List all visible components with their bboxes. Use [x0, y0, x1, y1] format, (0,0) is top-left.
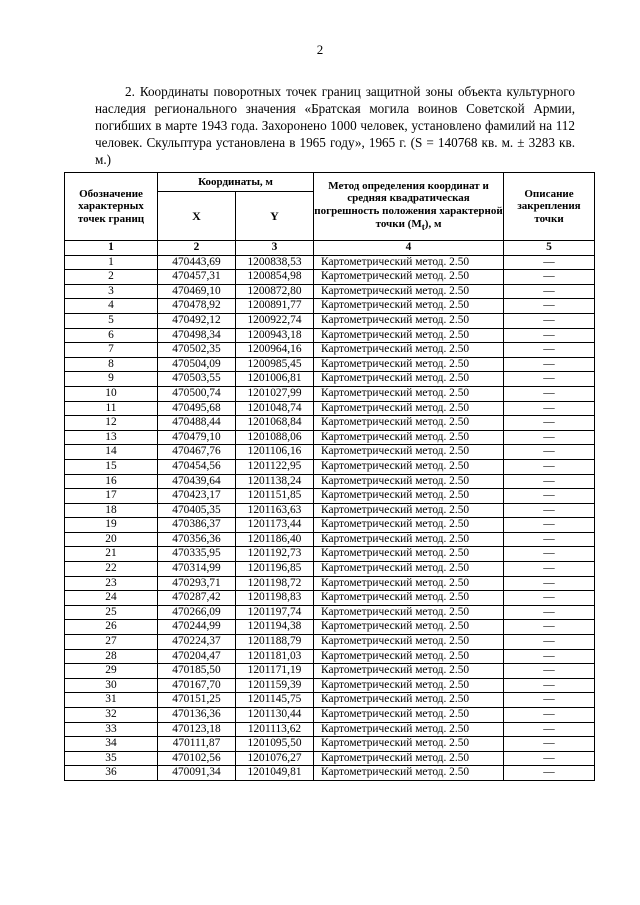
- method: Картометрический метод. 2.50: [314, 737, 504, 752]
- page-number: 2: [316, 42, 324, 57]
- method: Картометрический метод. 2.50: [314, 445, 504, 460]
- x-coordinate: 470467,76: [158, 445, 236, 460]
- y-coordinate: 1201192,73: [236, 547, 314, 562]
- y-coordinate: 1201163,63: [236, 503, 314, 518]
- table-row: [65, 270, 595, 285]
- y-coordinate: 1201027,99: [236, 386, 314, 401]
- point-number: 24: [65, 591, 158, 606]
- method: Картометрический метод. 2.50: [314, 328, 504, 343]
- header-coordinates: Координаты, м: [158, 173, 314, 192]
- y-coordinate: 1201113,62: [236, 722, 314, 737]
- y-coordinate: 1201188,79: [236, 635, 314, 650]
- header-designation: Обозначение характерных точек границ: [65, 173, 158, 241]
- x-coordinate: 470167,70: [158, 678, 236, 693]
- point-number: 16: [65, 474, 158, 489]
- x-coordinate: 470356,36: [158, 532, 236, 547]
- fixation-description: —: [504, 562, 595, 577]
- method: Картометрический метод. 2.50: [314, 299, 504, 314]
- y-coordinate: 1201198,72: [236, 576, 314, 591]
- x-coordinate: 470454,56: [158, 459, 236, 474]
- point-number: 10: [65, 386, 158, 401]
- x-coordinate: 470111,87: [158, 737, 236, 752]
- x-coordinate: 470488,44: [158, 416, 236, 431]
- fixation-description: —: [504, 489, 595, 504]
- y-coordinate: 1201173,44: [236, 518, 314, 533]
- point-number: 3: [65, 284, 158, 299]
- fixation-description: —: [504, 620, 595, 635]
- column-number-row: [65, 241, 595, 256]
- x-coordinate: 470503,55: [158, 372, 236, 387]
- point-number: 36: [65, 766, 158, 781]
- y-coordinate: 1200943,18: [236, 328, 314, 343]
- fixation-description: —: [504, 401, 595, 416]
- x-coordinate: 470492,12: [158, 313, 236, 328]
- y-coordinate: 1201151,85: [236, 489, 314, 504]
- fixation-description: —: [504, 693, 595, 708]
- fixation-description: —: [504, 708, 595, 723]
- table-row: [65, 649, 595, 664]
- column-number: 5: [504, 241, 595, 256]
- x-coordinate: 470185,50: [158, 664, 236, 679]
- table-row: [65, 255, 595, 270]
- point-number: 6: [65, 328, 158, 343]
- point-number: 4: [65, 299, 158, 314]
- point-number: 34: [65, 737, 158, 752]
- point-number: 2: [65, 270, 158, 285]
- table-row: [65, 503, 595, 518]
- point-number: 29: [65, 664, 158, 679]
- table-row: [65, 459, 595, 474]
- fixation-description: —: [504, 737, 595, 752]
- fixation-description: —: [504, 313, 595, 328]
- method: Картометрический метод. 2.50: [314, 372, 504, 387]
- point-number: 9: [65, 372, 158, 387]
- method: Картометрический метод. 2.50: [314, 620, 504, 635]
- point-number: 32: [65, 708, 158, 723]
- table-row: [65, 518, 595, 533]
- method: Картометрический метод. 2.50: [314, 401, 504, 416]
- table-row: [65, 620, 595, 635]
- table-body: [65, 255, 595, 780]
- point-number: 18: [65, 503, 158, 518]
- table-row: [65, 722, 595, 737]
- x-coordinate: 470123,18: [158, 722, 236, 737]
- fixation-description: —: [504, 459, 595, 474]
- point-number: 12: [65, 416, 158, 431]
- table-row: [65, 284, 595, 299]
- method: Картометрический метод. 2.50: [314, 649, 504, 664]
- y-coordinate: 1201196,85: [236, 562, 314, 577]
- fixation-description: —: [504, 576, 595, 591]
- fixation-description: —: [504, 372, 595, 387]
- table-row: [65, 766, 595, 781]
- x-coordinate: 470504,09: [158, 357, 236, 372]
- column-number: 1: [65, 241, 158, 256]
- y-coordinate: 1201145,75: [236, 693, 314, 708]
- fixation-description: —: [504, 386, 595, 401]
- x-coordinate: 470314,99: [158, 562, 236, 577]
- method: Картометрический метод. 2.50: [314, 518, 504, 533]
- fixation-description: —: [504, 357, 595, 372]
- point-number: 27: [65, 635, 158, 650]
- method: Картометрический метод. 2.50: [314, 547, 504, 562]
- table-row: [65, 313, 595, 328]
- y-coordinate: 1201088,06: [236, 430, 314, 445]
- table-row: [65, 328, 595, 343]
- fixation-description: —: [504, 430, 595, 445]
- method: Картометрический метод. 2.50: [314, 751, 504, 766]
- table-row: [65, 708, 595, 723]
- point-number: 23: [65, 576, 158, 591]
- point-number: 22: [65, 562, 158, 577]
- x-coordinate: 470478,92: [158, 299, 236, 314]
- table-row: [65, 489, 595, 504]
- table-row: [65, 547, 595, 562]
- fixation-description: —: [504, 343, 595, 358]
- y-coordinate: 1201197,74: [236, 605, 314, 620]
- method: Картометрический метод. 2.50: [314, 766, 504, 781]
- table-row: [65, 532, 595, 547]
- y-coordinate: 1201194,38: [236, 620, 314, 635]
- header-method: Метод определения координат и средняя квадратическая погрешность положения характерной точки $(M_t)$, м: [314, 173, 504, 241]
- point-number: 28: [65, 649, 158, 664]
- table-row: [65, 445, 595, 460]
- point-number: 7: [65, 343, 158, 358]
- fixation-description: —: [504, 503, 595, 518]
- x-coordinate: 470151,25: [158, 693, 236, 708]
- table-row: [65, 635, 595, 650]
- fixation-description: —: [504, 635, 595, 650]
- y-coordinate: 1201130,44: [236, 708, 314, 723]
- point-number: 13: [65, 430, 158, 445]
- method: Картометрический метод. 2.50: [314, 605, 504, 620]
- point-number: 14: [65, 445, 158, 460]
- table-row: [65, 591, 595, 606]
- x-coordinate: 470443,69: [158, 255, 236, 270]
- point-number: 1: [65, 255, 158, 270]
- y-coordinate: 1201186,40: [236, 532, 314, 547]
- y-coordinate: 1200891,77: [236, 299, 314, 314]
- y-coordinate: 1201076,27: [236, 751, 314, 766]
- point-number: 20: [65, 532, 158, 547]
- table-row: [65, 386, 595, 401]
- y-coordinate: 1201198,83: [236, 591, 314, 606]
- table-row: [65, 416, 595, 431]
- method: Картометрический метод. 2.50: [314, 255, 504, 270]
- header-x: X: [158, 192, 236, 241]
- method: Картометрический метод. 2.50: [314, 722, 504, 737]
- table-row: [65, 737, 595, 752]
- table-row: [65, 678, 595, 693]
- table-row: [65, 474, 595, 489]
- method: Картометрический метод. 2.50: [314, 532, 504, 547]
- method: Картометрический метод. 2.50: [314, 430, 504, 445]
- table-row: [65, 562, 595, 577]
- fixation-description: —: [504, 474, 595, 489]
- point-number: 19: [65, 518, 158, 533]
- y-coordinate: 1200922,74: [236, 313, 314, 328]
- x-coordinate: 470136,36: [158, 708, 236, 723]
- x-coordinate: 470423,17: [158, 489, 236, 504]
- fixation-description: —: [504, 591, 595, 606]
- point-number: 5: [65, 313, 158, 328]
- table-row: [65, 357, 595, 372]
- fixation-description: —: [504, 547, 595, 562]
- method: Картометрический метод. 2.50: [314, 664, 504, 679]
- y-coordinate: 1200838,53: [236, 255, 314, 270]
- point-number: 26: [65, 620, 158, 635]
- point-number: 35: [65, 751, 158, 766]
- section-paragraph: 2. Координаты поворотных точек границ защитной зоны объекта культурного наследия регионального значения «Братская могила воинов Советской Армии, погибших в марте 1943 года. Захоронено 1000 человек, установлено фамилий на 112 человек. Скульптура установлена в 1965 году», 1965 г. (S = 140768 кв. м. ± 3283 кв. м.): [95, 84, 575, 168]
- table-row: [65, 605, 595, 620]
- method: Картометрический метод. 2.50: [314, 678, 504, 693]
- y-coordinate: 1201122,95: [236, 459, 314, 474]
- header-y: Y: [236, 192, 314, 241]
- x-coordinate: 470495,68: [158, 401, 236, 416]
- y-coordinate: 1201049,81: [236, 766, 314, 781]
- x-coordinate: 470102,56: [158, 751, 236, 766]
- x-coordinate: 470469,10: [158, 284, 236, 299]
- table-row: [65, 372, 595, 387]
- x-coordinate: 470457,31: [158, 270, 236, 285]
- y-coordinate: 1201068,84: [236, 416, 314, 431]
- table-row: [65, 401, 595, 416]
- method: Картометрический метод. 2.50: [314, 416, 504, 431]
- table-row: [65, 430, 595, 445]
- y-coordinate: 1200872,80: [236, 284, 314, 299]
- x-coordinate: 470244,99: [158, 620, 236, 635]
- point-number: 17: [65, 489, 158, 504]
- method: Картометрический метод. 2.50: [314, 693, 504, 708]
- y-coordinate: 1201159,39: [236, 678, 314, 693]
- method: Картометрический метод. 2.50: [314, 591, 504, 606]
- fixation-description: —: [504, 518, 595, 533]
- method: Картометрический метод. 2.50: [314, 708, 504, 723]
- fixation-description: —: [504, 328, 595, 343]
- method: Картометрический метод. 2.50: [314, 343, 504, 358]
- x-coordinate: 470405,35: [158, 503, 236, 518]
- y-coordinate: 1201138,24: [236, 474, 314, 489]
- coordinates-table: [64, 172, 595, 781]
- x-coordinate: 470500,74: [158, 386, 236, 401]
- x-coordinate: 470479,10: [158, 430, 236, 445]
- y-coordinate: 1200964,16: [236, 343, 314, 358]
- fixation-description: —: [504, 605, 595, 620]
- point-number: 8: [65, 357, 158, 372]
- x-coordinate: 470386,37: [158, 518, 236, 533]
- method: Картометрический метод. 2.50: [314, 489, 504, 504]
- x-coordinate: 470287,42: [158, 591, 236, 606]
- x-coordinate: 470502,35: [158, 343, 236, 358]
- y-coordinate: 1201095,50: [236, 737, 314, 752]
- header-description: Описание закрепления точки: [504, 173, 595, 241]
- point-number: 30: [65, 678, 158, 693]
- table-row: [65, 299, 595, 314]
- fixation-description: —: [504, 445, 595, 460]
- y-coordinate: 1200985,45: [236, 357, 314, 372]
- fixation-description: —: [504, 664, 595, 679]
- fixation-description: —: [504, 270, 595, 285]
- x-coordinate: 470439,64: [158, 474, 236, 489]
- y-coordinate: 1201171,19: [236, 664, 314, 679]
- point-number: 15: [65, 459, 158, 474]
- fixation-description: —: [504, 416, 595, 431]
- y-coordinate: 1201006,81: [236, 372, 314, 387]
- method: Картометрический метод. 2.50: [314, 313, 504, 328]
- fixation-description: —: [504, 722, 595, 737]
- column-number: 2: [158, 241, 236, 256]
- method: Картометрический метод. 2.50: [314, 284, 504, 299]
- fixation-description: —: [504, 649, 595, 664]
- x-coordinate: 470293,71: [158, 576, 236, 591]
- x-coordinate: 470266,09: [158, 605, 236, 620]
- fixation-description: —: [504, 284, 595, 299]
- table-row: [65, 693, 595, 708]
- point-number: 25: [65, 605, 158, 620]
- method: Картометрический метод. 2.50: [314, 386, 504, 401]
- point-number: 11: [65, 401, 158, 416]
- point-number: 31: [65, 693, 158, 708]
- table-row: [65, 751, 595, 766]
- method: Картометрический метод. 2.50: [314, 270, 504, 285]
- column-number: 3: [236, 241, 314, 256]
- table-row: [65, 576, 595, 591]
- y-coordinate: 1201181,03: [236, 649, 314, 664]
- table-row: [65, 343, 595, 358]
- method: Картометрический метод. 2.50: [314, 503, 504, 518]
- fixation-description: —: [504, 299, 595, 314]
- fixation-description: —: [504, 255, 595, 270]
- method: Картометрический метод. 2.50: [314, 357, 504, 372]
- x-coordinate: 470498,34: [158, 328, 236, 343]
- method: Картометрический метод. 2.50: [314, 635, 504, 650]
- method: Картометрический метод. 2.50: [314, 562, 504, 577]
- x-coordinate: 470224,37: [158, 635, 236, 650]
- fixation-description: —: [504, 751, 595, 766]
- x-coordinate: 470204,47: [158, 649, 236, 664]
- x-coordinate: 470335,95: [158, 547, 236, 562]
- fixation-description: —: [504, 678, 595, 693]
- method: Картометрический метод. 2.50: [314, 576, 504, 591]
- table-row: [65, 664, 595, 679]
- column-number: 4: [314, 241, 504, 256]
- x-coordinate: 470091,34: [158, 766, 236, 781]
- point-number: 33: [65, 722, 158, 737]
- fixation-description: —: [504, 766, 595, 781]
- method: Картометрический метод. 2.50: [314, 474, 504, 489]
- point-number: 21: [65, 547, 158, 562]
- method: Картометрический метод. 2.50: [314, 459, 504, 474]
- fixation-description: —: [504, 532, 595, 547]
- y-coordinate: 1201048,74: [236, 401, 314, 416]
- y-coordinate: 1200854,98: [236, 270, 314, 285]
- y-coordinate: 1201106,16: [236, 445, 314, 460]
